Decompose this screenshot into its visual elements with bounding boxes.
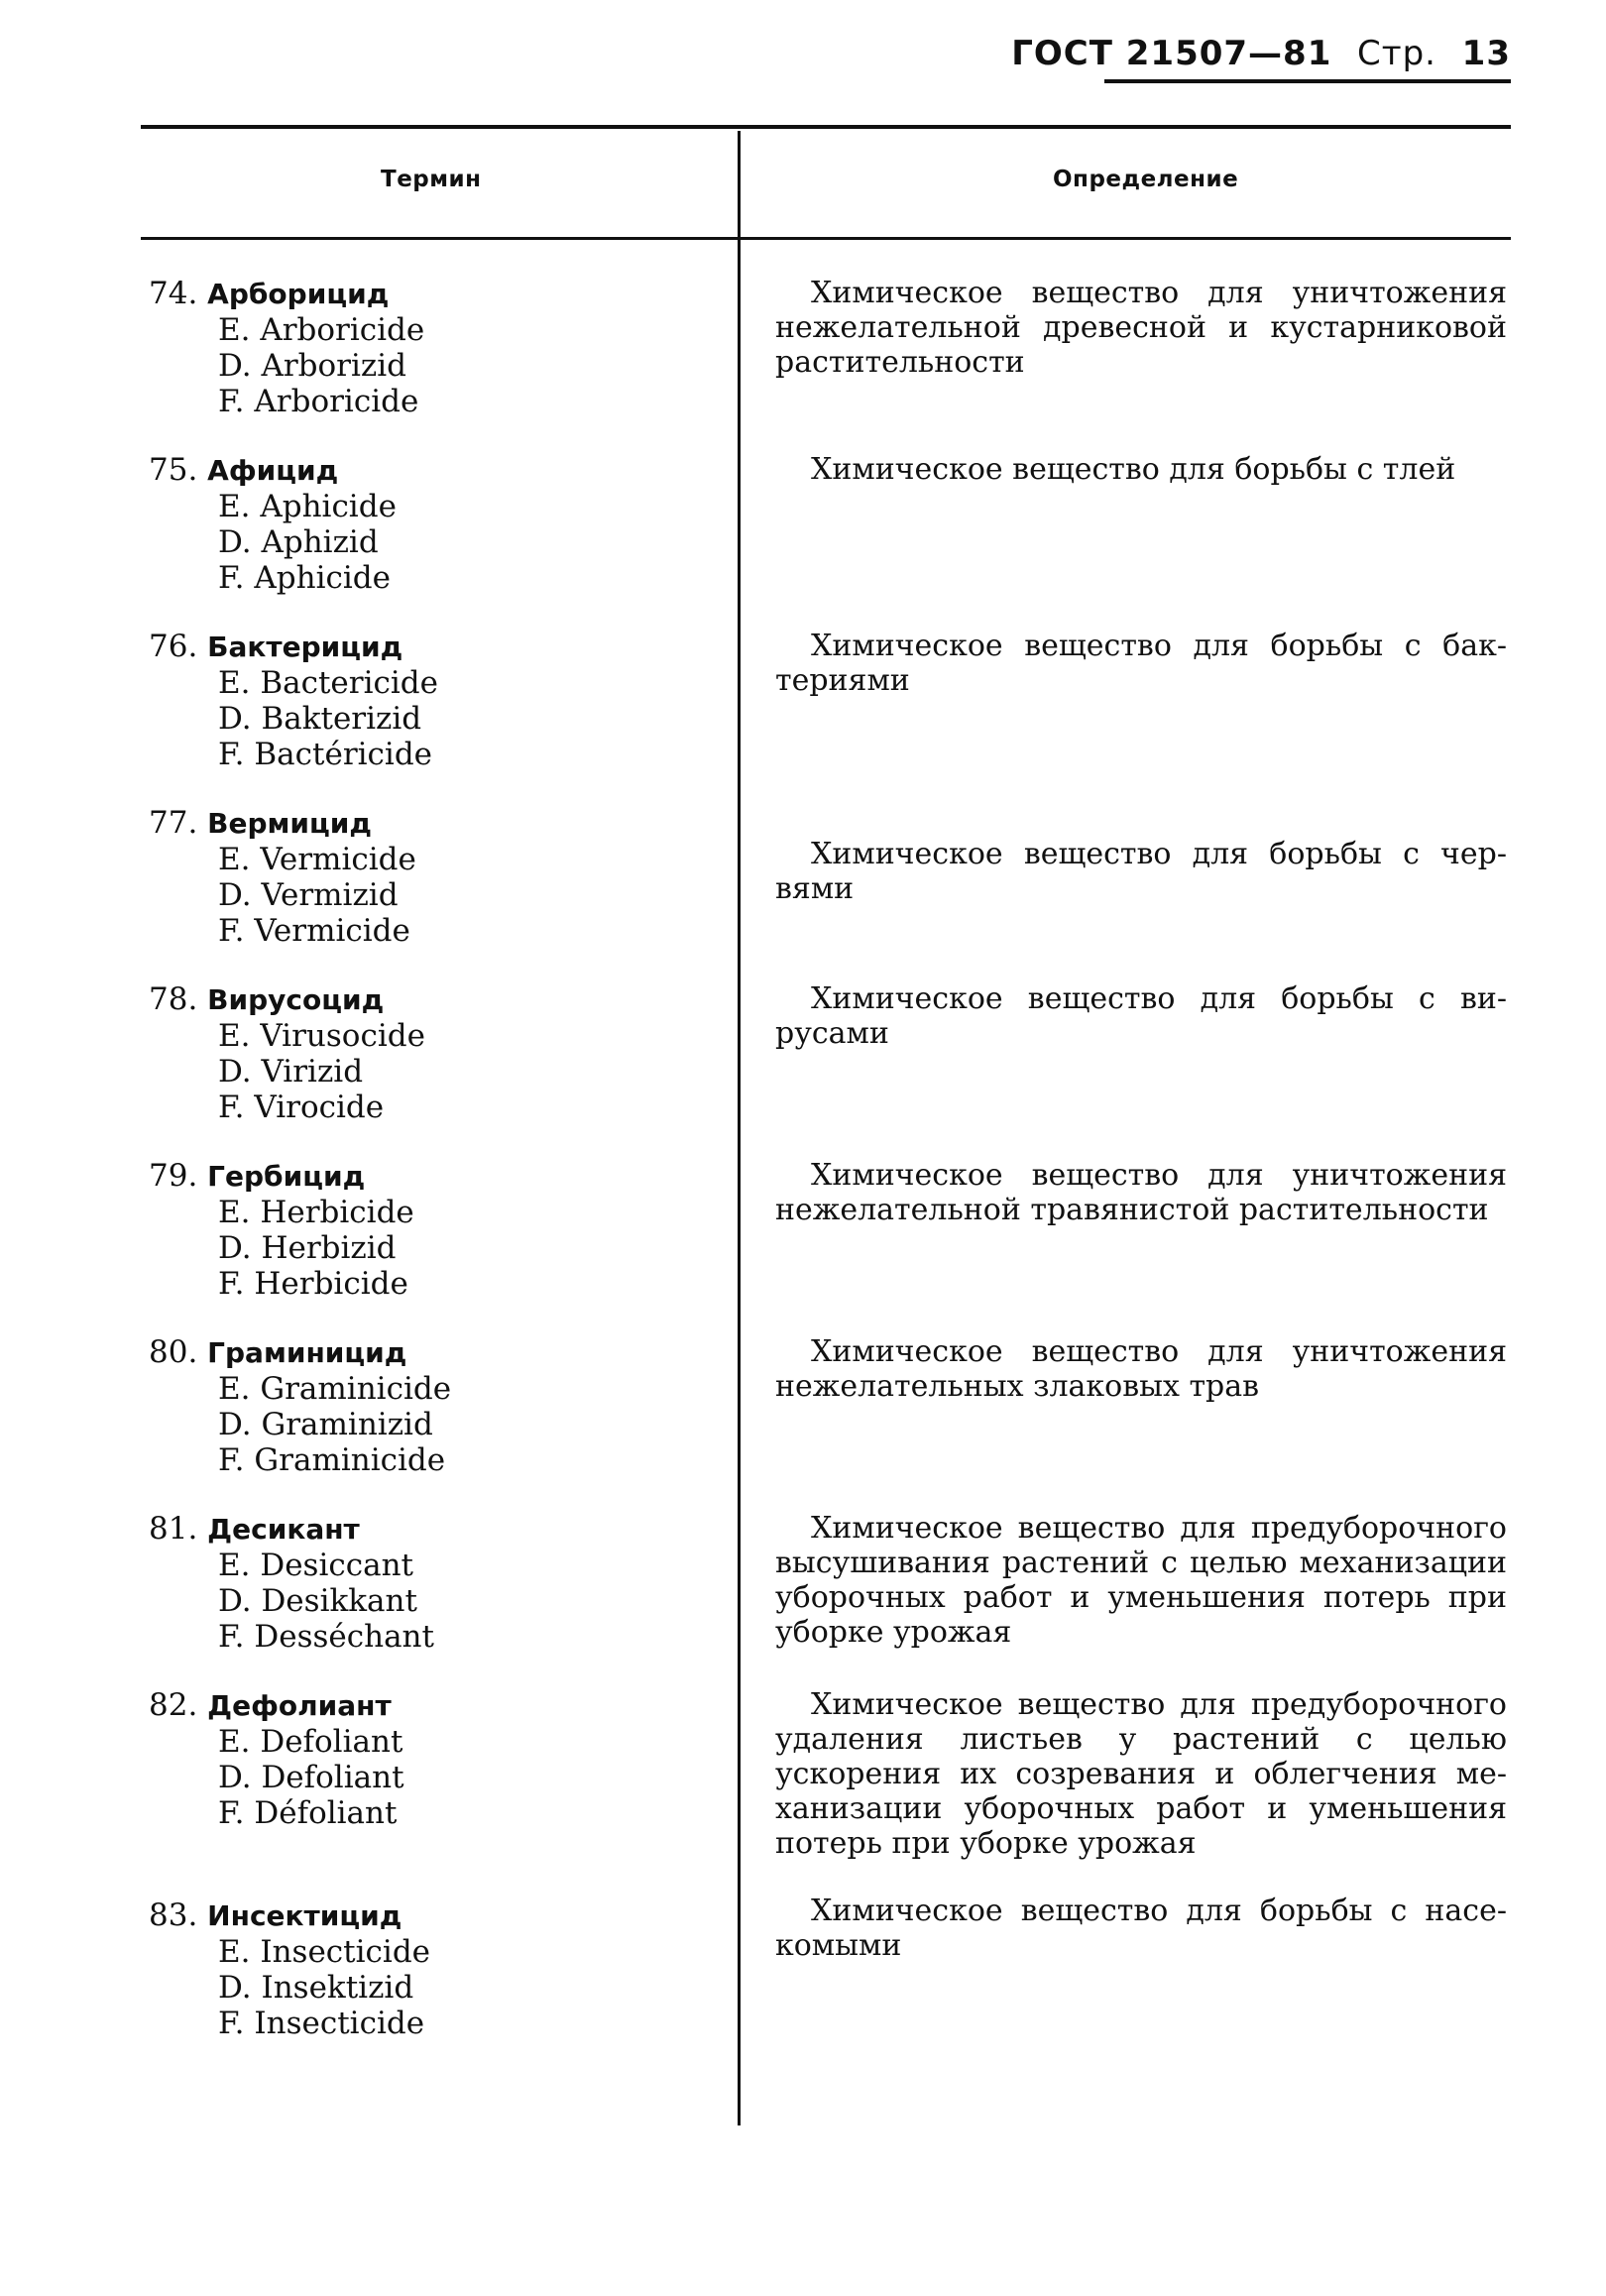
term-definition: Химическое вещество для предуборочного удаления листьев у растений с целью ускорения их созревания и облегчения механизации уборочных работ и уменьшения потерь при уборке урожая (775, 1687, 1507, 1861)
term-cell (149, 981, 724, 1125)
term-english: E. Arboricide (218, 312, 425, 348)
term-number: 77. (149, 805, 198, 841)
term-cell (149, 1158, 724, 1302)
term-cell (149, 452, 724, 596)
page-header (1011, 34, 1511, 73)
term-name: Граминицид (207, 1336, 407, 1369)
column-header-definition: Определение (1053, 167, 1239, 192)
term-english: E. Vermicide (218, 842, 416, 877)
column-header-term: Термин (381, 167, 482, 192)
term-title (149, 629, 724, 665)
table-top-rule (141, 125, 1511, 129)
term-french: F. Insecticide (218, 2006, 425, 2041)
term-german: D. Desikkant (218, 1583, 417, 1619)
term-english: E. Graminicide (218, 1371, 452, 1407)
term-title (149, 981, 724, 1018)
term-name: Афицид (207, 454, 339, 487)
term-name: Бактерицид (207, 631, 403, 663)
term-title (149, 276, 724, 312)
term-number: 74. (149, 276, 198, 311)
table-header-rule (141, 237, 1511, 240)
term-german: D. Aphizid (218, 524, 379, 560)
term-definition: Химическое вещество для уничтожения нежелательной травянистой растительности (775, 1158, 1507, 1227)
term-german: D. Defoliant (218, 1760, 404, 1795)
standard-number: ГОСТ 21507—81 (1011, 34, 1332, 73)
term-french: F. Herbicide (218, 1266, 408, 1302)
term-german: D. Insektizid (218, 1970, 414, 2006)
term-french: F. Arboricide (218, 384, 419, 419)
term-number: 83. (149, 1897, 198, 1933)
term-french: F. Vermicide (218, 913, 410, 949)
term-english: E. Defoliant (218, 1724, 403, 1760)
term-german: D. Virizid (218, 1054, 364, 1090)
term-german: D. Herbizid (218, 1230, 397, 1266)
term-number: 81. (149, 1511, 198, 1547)
term-name: Вирусоцид (207, 983, 385, 1016)
term-number: 80. (149, 1334, 198, 1370)
term-definition: Химическое вещество для борьбы с насекомыми (775, 1894, 1507, 1963)
term-cell (149, 629, 724, 772)
term-number: 76. (149, 629, 198, 664)
term-french: F. Graminicide (218, 1442, 446, 1478)
term-title (149, 805, 724, 842)
term-definition: Химическое вещество для борьбы с вирусами (775, 981, 1507, 1051)
term-english: E. Desiccant (218, 1548, 413, 1583)
term-cell (149, 1334, 724, 1478)
term-name: Дефолиант (207, 1689, 392, 1722)
term-title (149, 452, 724, 489)
term-definition: Химическое вещество для предуборочного высушивания растений с целью механизации уборочных работ и уменьшения потерь при уборке урожая (775, 1511, 1507, 1650)
term-name: Арборицид (207, 278, 390, 310)
term-french: F. Virocide (218, 1090, 385, 1125)
term-definition: Химическое вещество для борьбы с тлей (811, 452, 1456, 487)
term-name: Десикант (207, 1513, 360, 1546)
column-divider (738, 131, 741, 2125)
term-french: F. Défoliant (218, 1795, 398, 1831)
term-number: 82. (149, 1687, 198, 1723)
term-definition: Химическое вещество для уничтожения нежелательной древесной и кустарниковой растительности (775, 276, 1507, 380)
page-number: 13 (1461, 34, 1511, 73)
term-name: Вермицид (207, 807, 373, 840)
term-number: 78. (149, 981, 198, 1017)
term-cell (149, 805, 724, 949)
term-number: 75. (149, 452, 198, 488)
term-english: E. Bactericide (218, 665, 438, 701)
term-cell (149, 1897, 724, 2041)
term-german: D. Arborizid (218, 348, 406, 384)
term-french: F. Desséchant (218, 1619, 434, 1655)
term-cell (149, 1511, 724, 1655)
term-title (149, 1158, 724, 1195)
term-definition: Химическое вещество для уничтожения нежелательных злаковых трав (775, 1334, 1507, 1404)
term-name: Инсектицид (207, 1899, 402, 1932)
term-title (149, 1687, 724, 1724)
header-underline (1104, 79, 1511, 83)
term-title (149, 1334, 724, 1371)
term-german: D. Graminizid (218, 1407, 433, 1442)
term-definition: Химическое вещество для борьбы с червями (775, 837, 1507, 906)
term-cell (149, 1687, 724, 1831)
term-english: E. Virusocide (218, 1018, 425, 1054)
term-cell (149, 276, 724, 419)
term-number: 79. (149, 1158, 198, 1194)
term-german: D. Bakterizid (218, 701, 422, 737)
term-french: F. Bactéricide (218, 737, 433, 772)
term-definition: Химическое вещество для борьбы с бактериями (775, 629, 1507, 698)
term-english: E. Herbicide (218, 1195, 414, 1230)
term-name: Гербицид (207, 1160, 366, 1193)
term-english: E. Insecticide (218, 1934, 431, 1970)
term-english: E. Aphicide (218, 489, 397, 524)
page-label: Стр. (1357, 34, 1436, 73)
term-german: D. Vermizid (218, 877, 399, 913)
term-title (149, 1897, 724, 1934)
term-french: F. Aphicide (218, 560, 391, 596)
term-title (149, 1511, 724, 1548)
